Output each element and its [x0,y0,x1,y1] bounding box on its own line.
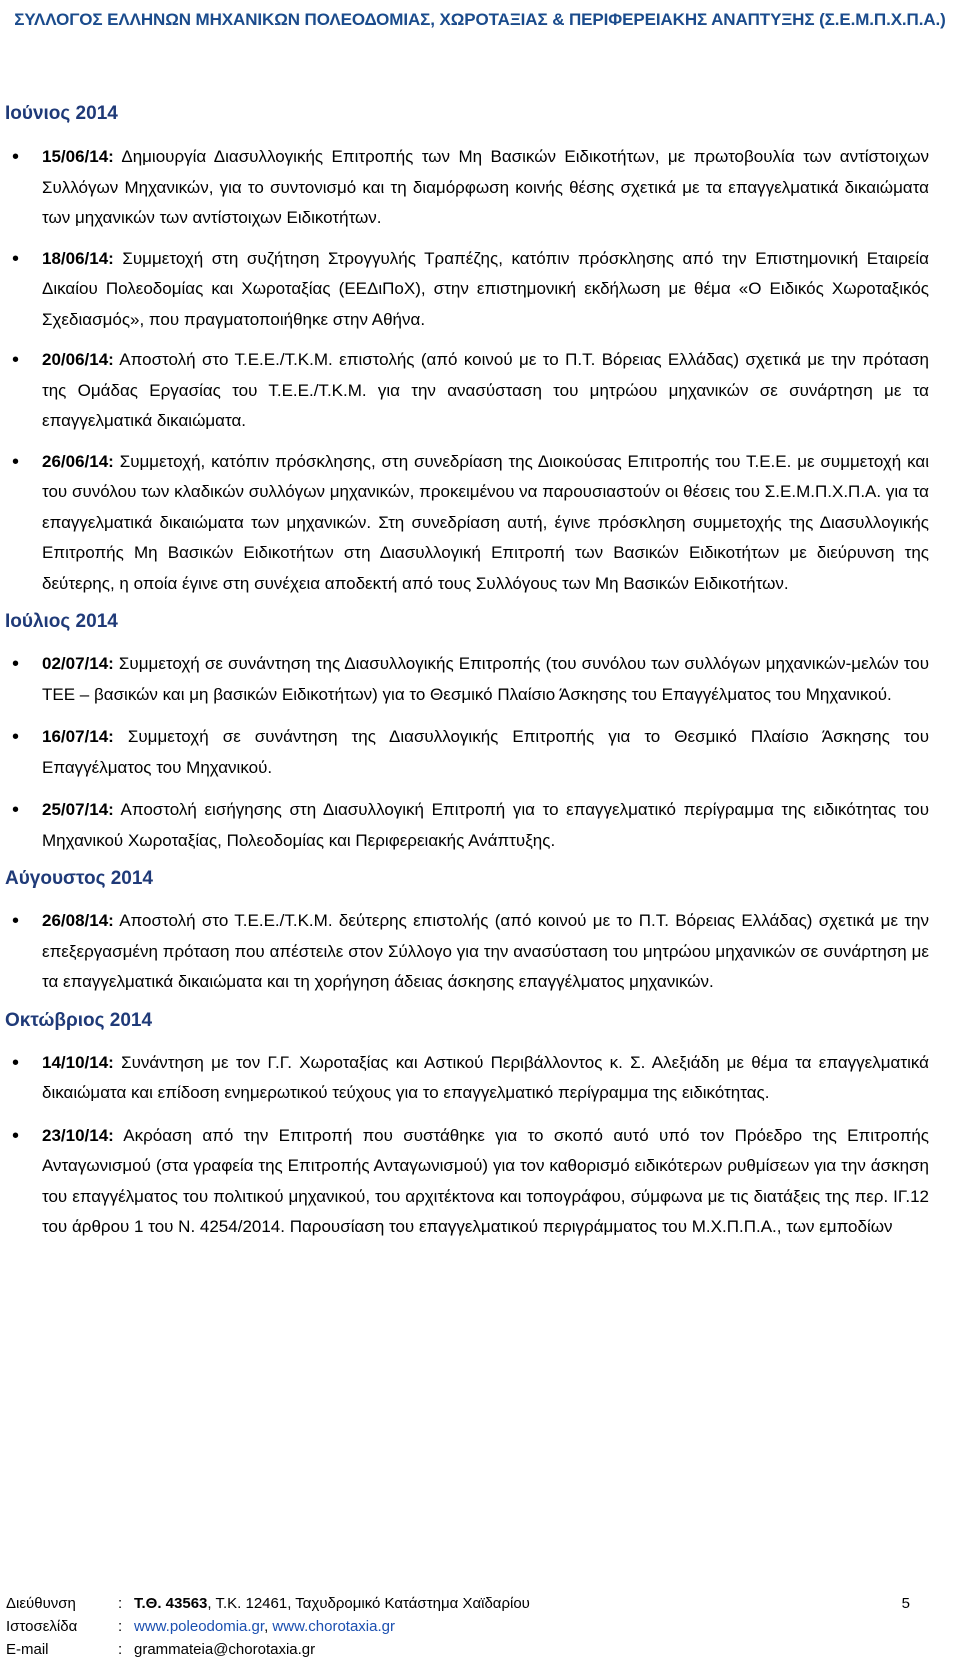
document-footer [6,1592,956,1661]
month-heading: Ιούνιος 2014 [5,103,118,124]
event-item [12,244,929,336]
event-date: 14/10/14: [42,1052,114,1072]
email-label: E-mail [6,1641,49,1658]
event-text: Αποστολή στο Τ.Ε.Ε./Τ.Κ.Μ. δεύτερης επιστολής (από κοινού με το Π.Τ. Βόρειας Ελλάδας) σχετικά με την επεξεργασμένη πρόταση που απέστειλε στον Σύλλογο για την ανασύσταση του μητρώου μηχανικών σε συνάρτηση με τα επαγγελματικά δικαιώματα και τη χορήγηση άδειας άσκησης επαγγέλματος μηχανικών. [42,911,929,991]
event-date: 23/10/14: [42,1125,114,1145]
event-date: 20/06/14: [42,350,114,369]
month-heading: Ιούλιος 2014 [5,611,118,632]
event-text: Αποστολή στο Τ.Ε.Ε./Τ.Κ.Μ. επιστολής (από κοινού με το Π.Τ. Βόρειας Ελλάδας) σχετικά με την πρόταση της Ομάδας Εργασίας του Τ.Ε.Ε./Τ.Κ.Μ. για την ανασύσταση του μητρώου μηχανικών σε συνάρτηση με τα επαγγελματικά δικαιώματα. [42,350,929,430]
event-list [0,649,960,856]
po-box: Τ.Θ. 43563 [134,1595,208,1612]
colon: : [118,1641,123,1658]
event-item [12,447,929,600]
event-text: Συμμετοχή, κατόπιν πρόσκλησης, στη συνεδρίαση της Διοικούσας Επιτροπής του Τ.Ε.Ε. με συμμετοχή και του συνόλου των κλαδικών συλλόγων μηχανικών, προκειμένου να παρουσιαστούν οι θέσεις του Σ.Ε.Μ.Π.Χ.Π.Α. για τα επαγγελματικά δικαιώματα των μηχανικών. Στη συνεδρίαση αυτή, έγινε πρόσκληση συμμετοχής της Διασυλλογικής Επιτροπής Μη Βασικών Ειδικοτήτων στη Διασυλλογική Επιτροπή των Βασικών Ειδικοτήτων με διεύρυνση της δεύτερης, η οποία έγινε στη συνέχεια αποδεκτή από τους Συλλόγους των Μη Βασικών Ειδικοτήτων. [42,451,929,593]
event-date: 15/06/14: [42,147,114,166]
website-label: Ιστοσελίδα [6,1618,78,1635]
document-body [0,103,960,1243]
event-item [12,1121,929,1243]
bullet-icon: • [12,799,20,821]
event-text: Συμμετοχή σε συνάντηση της Διασυλλογικής Επιτροπής για το Θεσμικό Πλαίσιο Άσκησης του Επαγγέλματος του Μηχανικού. [42,727,929,777]
bullet-icon: • [12,726,20,748]
event-text: Συμμετοχή σε συνάντηση της Διασυλλογικής Επιτροπής (του συνόλου των συλλόγων μηχανικών-μελών του ΤΕΕ – βασικών και μη βασικών Ειδικοτήτων) για το Θεσμικό Πλαίσιο Άσκησης του Επαγγέλματος του Μηχανικού. [42,654,929,704]
bullet-icon: • [12,146,20,168]
event-item [12,345,929,437]
bullet-icon: • [12,1051,20,1074]
website-link-chorotaxia[interactable]: www.chorotaxia.gr [272,1618,395,1635]
event-date: 16/07/14: [42,727,114,746]
event-item [12,1048,929,1109]
event-list [0,1048,960,1243]
bullet-icon: • [12,653,20,675]
event-list [0,906,960,998]
event-text: Συνάντηση με τον Γ.Γ. Χωροταξίας και Αστικού Περιβάλλοντος κ. Σ. Αλεξιάδη με θέμα τα επαγγελματικά δικαιώματα και επίδοση ενημερωτικού τεύχους για το επαγγελματικό περίγραμμα της ειδικότητας. [42,1052,929,1102]
event-date: 18/06/14: [42,248,114,268]
address-label: Διεύθυνση [6,1595,76,1612]
address-rest: , Τ.Κ. 12461, Ταχυδρομικό Κατάστημα Χαϊδαρίου [207,1595,530,1612]
month-heading: Οκτώβριος 2014 [5,1009,153,1031]
website-link-poleodomia[interactable]: www.poleodomia.gr [134,1618,265,1635]
bullet-icon: • [12,910,20,932]
event-text: Δημιουργία Διασυλλογικής Επιτροπής των Μη Βασικών Ειδικοτήτων, με πρωτοβουλία των αντίστοιχων Συλλόγων Μηχανικών, για το συντονισμό και τη διαμόρφωση κοινής θέσης σχετικά με τα επαγγελματικά δικαιώματα των μηχανικών των αντίστοιχων Ειδικοτήτων. [42,147,929,227]
event-date: 25/07/14: [42,800,114,819]
footer-address-row [6,1592,956,1615]
document-header: ΣΥΛΛΟΓΟΣ ΕΛΛΗΝΩΝ ΜΗΧΑΝΙΚΩΝ ΠΟΛΕΟΔΟΜΙΑΣ, ΧΩΡΟΤΑΞΙΑΣ & ΠΕΡΙΦΕΡΕΙΑΚΗΣ ΑΝΑΠΤΥΞΗΣ (Σ.Ε.Μ.Π.Χ.Π.Α.) [14,10,946,29]
page-number: 5 [901,1595,910,1612]
event-item [12,906,929,998]
footer-website-row [6,1615,956,1638]
event-text: Αποστολή εισήγησης στη Διασυλλογική Επιτροπή για το επαγγελματικό περίγραμμα της ειδικότητας του Μηχανικού Χωροταξίας, Πολεοδομίας και Περιφερειακής Ανάπτυξης. [42,800,929,850]
event-item [12,142,929,234]
website-separator: , [264,1618,273,1635]
bullet-icon: • [12,247,20,270]
email-value[interactable]: grammateia@chorotaxia.gr [134,1641,316,1658]
colon: : [118,1618,123,1635]
event-item [12,795,929,856]
event-item [12,722,929,783]
colon: : [118,1595,123,1612]
address-value [134,1592,530,1616]
event-text: Συμμετοχή στη συζήτηση Στρογγυλής Τραπέζης, κατόπιν πρόσκλησης από την Επιστημονική Εταιρεία Δικαίου Πολεοδομίας και Χωροταξίας (ΕΕΔιΠοΧ), στην επιστημονική εκδήλωση με θέμα «Ο Ειδικός Χωροταξικός Σχεδιασμός», που πραγματοποιήθηκε στην Αθήνα. [42,248,929,329]
bullet-icon: • [12,1124,20,1147]
event-date: 26/08/14: [42,911,114,930]
month-heading: Αύγουστος 2014 [5,868,153,889]
event-text: Ακρόαση από την Επιτροπή που συστάθηκε για το σκοπό αυτό υπό τον Πρόεδρο της Επιτροπής Ανταγωνισμού (στα γραφεία της Επιτροπής Ανταγωνισμού) για τον καθορισμό ειδικότερων ρυθμίσεων για την άσκηση του επαγγέλματος του πολιτικού μηχανικού, του αρχιτέκτονα και τοπογράφου, σύμφωνα με τις διατάξεις της περ. ΙΓ.12 του άρθρου 1 του Ν. 4254/2014. Παρουσίαση του επαγγελματικού περιγράμματος του Μ.Χ.Π.Π.Α., των εμποδίων [42,1125,929,1236]
bullet-icon: • [12,450,20,473]
website-value [134,1615,395,1639]
bullet-icon: • [12,349,20,371]
event-list [0,142,960,599]
event-date: 26/06/14: [42,451,114,471]
event-item [12,649,929,710]
event-date: 02/07/14: [42,654,114,673]
